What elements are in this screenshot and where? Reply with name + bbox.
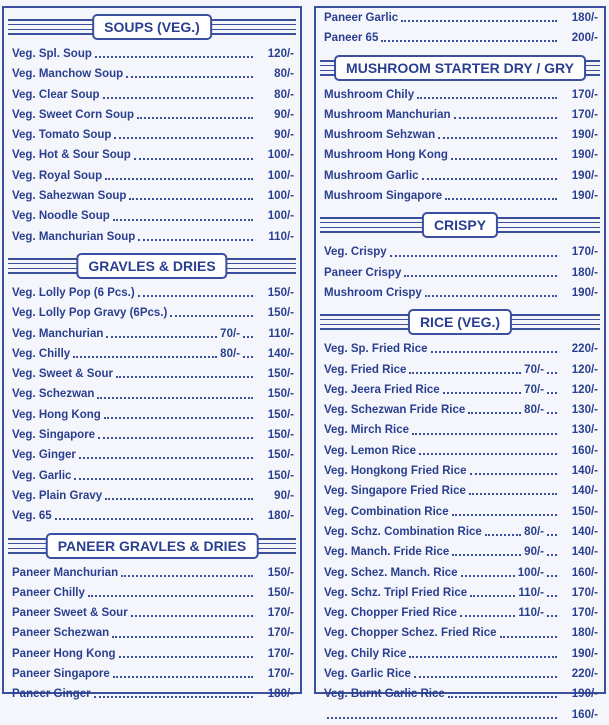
menu-item-name: Veg. Manch. Fride Rice (324, 546, 450, 559)
menu-item-price: 180/- (571, 627, 598, 640)
menu-item (316, 542, 604, 562)
section-header (316, 212, 604, 236)
menu-item-name: Veg. Chopper Schez. Fried Rice (324, 627, 497, 640)
dot-leader (126, 76, 253, 78)
menu-item (316, 461, 604, 481)
menu-item-name: Veg. Clear Soup (12, 88, 100, 101)
menu-item-name: Mushroom Crispy (324, 286, 422, 299)
menu-item (316, 339, 604, 359)
dot-leader (243, 336, 253, 338)
menu-item-name: Veg. Schz. Tripl Fried Rice (324, 586, 468, 599)
menu-item-name: Paneer Chilly (12, 586, 85, 599)
dot-leader (547, 412, 557, 414)
menu-item-price: 170/- (267, 607, 294, 620)
menu-item-name: Paneer Ginger (12, 688, 91, 701)
menu-item-price: 90/- (274, 129, 294, 142)
menu-item (4, 206, 300, 226)
dot-leader (129, 198, 253, 200)
menu-item-name: Mushroom Sehzwan (324, 129, 436, 142)
menu-section-item (316, 8, 604, 49)
menu-item (316, 563, 604, 583)
menu-item (316, 502, 604, 522)
menu-item (4, 506, 300, 526)
menu-section-mushroom-starter-dry-gry (316, 55, 604, 207)
menu-item (4, 583, 300, 603)
menu-item-price: 140/- (571, 485, 598, 498)
dot-leader (103, 97, 253, 99)
menu-item-price: 140/- (571, 525, 598, 538)
menu-item-name: Veg. Ginger (12, 449, 76, 462)
menu-item-name: Veg. Fried Rice (324, 363, 407, 376)
section-header (4, 253, 300, 277)
menu-item-name: Veg. Schezwan Fride Rice (324, 404, 466, 417)
menu-item-price: 100/- (267, 210, 294, 223)
menu-item-price: 170/- (267, 668, 294, 681)
dot-leader (431, 351, 557, 353)
dot-leader (414, 676, 557, 678)
dot-leader (425, 295, 557, 297)
section-title: PANEER GRAVLES & DRIES (46, 533, 259, 559)
dot-leader (381, 40, 557, 42)
dot-leader (106, 336, 217, 338)
menu-item-name: Veg. Lolly Pop Gravy (6Pcs.) (12, 307, 168, 320)
menu-item-price: 120/- (267, 48, 294, 60)
menu-item-half-price: 90/- (524, 546, 544, 559)
menu-item (4, 623, 300, 643)
menu-item-name: Veg. Combination Rice (324, 505, 449, 518)
section-title: RICE (VEG.) (408, 309, 512, 335)
dot-leader (500, 636, 557, 638)
menu-section-paneer-gravles-dries (4, 533, 300, 705)
menu-item-name: Veg. Chily Rice (324, 647, 407, 660)
menu-item-half-price: 80/- (220, 347, 240, 360)
menu-item (4, 603, 300, 623)
menu-section-gravles-dries (4, 253, 300, 527)
menu-item (4, 44, 300, 64)
dot-leader (138, 239, 253, 241)
menu-item-name: Veg. Hong Kong (12, 408, 101, 421)
dot-leader (79, 457, 253, 459)
menu-item-price: 100/- (267, 190, 294, 203)
dot-leader (73, 356, 217, 358)
section-header (316, 55, 604, 79)
menu-item (4, 425, 300, 445)
dot-leader (105, 498, 253, 500)
menu-item-half-price: 70/- (220, 327, 240, 340)
menu-item-price: 150/- (267, 469, 294, 482)
dot-leader (470, 595, 515, 597)
dot-leader (113, 219, 253, 221)
menu-item-price: 190/- (571, 647, 598, 660)
dot-leader (95, 56, 253, 58)
menu-item-price: 150/- (267, 566, 294, 579)
menu-item-name: Veg. Hongkong Fried Rice (324, 465, 467, 478)
dot-leader (104, 417, 253, 419)
menu-item-price: 170/- (571, 88, 598, 101)
menu-item-price: 120/- (571, 363, 598, 376)
menu-item-price: 180/- (571, 266, 598, 279)
menu-item (4, 364, 300, 384)
menu-item-name: Paneer Hong Kong (12, 647, 116, 660)
menu-item (316, 664, 604, 684)
menu-item-name: Paneer Crispy (324, 266, 402, 279)
dot-leader (547, 575, 557, 577)
menu-section-soups-veg (4, 14, 300, 247)
dot-leader (401, 20, 557, 22)
menu-item-half-price: 70/- (524, 383, 544, 396)
dot-leader (131, 615, 253, 617)
menu-item-price: 190/- (571, 190, 598, 203)
menu-item-name: Veg. Hot & Sour Soup (12, 149, 131, 162)
dot-leader (134, 158, 253, 160)
menu-item-name: Veg. Manchow Soup (12, 68, 124, 81)
menu-item-price: 190/- (571, 688, 598, 701)
dot-leader (119, 656, 253, 658)
section-header (4, 14, 300, 38)
menu-item-price: 170/- (267, 627, 294, 640)
dot-leader (327, 717, 557, 719)
menu-item-name: Veg. Spl. Soup (12, 48, 92, 60)
menu-item-name: Veg. Singapore Fried Rice (324, 485, 466, 498)
menu-item (316, 420, 604, 440)
menu-item-price: 150/- (267, 368, 294, 381)
menu-item (4, 324, 300, 344)
menu-item-price: 150/- (267, 307, 294, 320)
dot-leader (422, 178, 557, 180)
dot-leader (170, 315, 253, 317)
menu-item-half-price: 110/- (518, 607, 544, 620)
dot-leader (88, 595, 253, 597)
menu-item-name: Veg. Chilly (12, 347, 71, 360)
dot-leader (116, 376, 253, 378)
menu-item (4, 125, 300, 145)
dot-leader (547, 392, 557, 394)
menu-item (4, 344, 300, 364)
menu-item-name: Veg. Garlic Rice (324, 668, 411, 681)
menu-item-name: Veg. Chopper Fried Rice (324, 607, 457, 620)
menu-item-price: 160/- (571, 444, 598, 457)
menu-item-name: Veg. Manchurian (12, 327, 104, 340)
menu-item-name: Mushroom Garlic (324, 169, 419, 182)
dot-leader (121, 575, 253, 577)
menu-item (316, 242, 604, 262)
menu-item (316, 186, 604, 206)
menu-item (316, 145, 604, 165)
dot-leader (98, 437, 253, 439)
dot-leader (452, 554, 521, 556)
section-title: GRAVLES & DRIES (76, 253, 227, 279)
menu-item-name: Paneer Garlic (324, 12, 399, 24)
menu-item-price: 90/- (274, 489, 294, 502)
menu-item (4, 405, 300, 425)
dot-leader (412, 433, 557, 435)
menu-item-name: Paneer Manchurian (12, 566, 119, 579)
menu-item-name: Veg. Sweet Corn Soup (12, 108, 135, 121)
menu-item (4, 145, 300, 165)
menu-item-name: Veg. Lolly Pop (6 Pcs.) (12, 286, 135, 299)
menu-item-name: Mushroom Singapore (324, 190, 443, 203)
dot-leader (485, 534, 521, 536)
dot-leader (452, 514, 557, 516)
menu-item-price: 110/- (268, 230, 294, 243)
menu-item (316, 8, 604, 28)
menu-item-price: 180/- (267, 510, 294, 523)
menu-item-name: Veg. 65 (12, 510, 52, 523)
menu-item-name: Paneer Singapore (12, 668, 110, 681)
menu-item-price: 150/- (267, 286, 294, 299)
menu-item (316, 583, 604, 603)
menu-item (316, 166, 604, 186)
menu-item-name: Veg. Garlic (12, 469, 72, 482)
menu-item-price: 190/- (571, 129, 598, 142)
menu-item-name: Mushroom Hong Kong (324, 149, 448, 162)
menu-item-name: Veg. Noodle Soup (12, 210, 110, 223)
menu-item-price: 150/- (571, 505, 598, 518)
menu-item-price: 130/- (571, 424, 598, 437)
menu-item (4, 664, 300, 684)
menu-item (316, 380, 604, 400)
dot-leader (468, 412, 521, 414)
dot-leader (114, 137, 253, 139)
menu-item-name: Veg. Sahezwan Soup (12, 190, 127, 203)
menu-item-name: Paneer 65 (324, 32, 379, 45)
menu-item-name: Veg. Manchurian Soup (12, 230, 136, 243)
menu-section-rice-veg (316, 309, 604, 725)
menu-item-name: Veg. Sweet & Sour (12, 368, 113, 381)
menu-item-price: 220/- (571, 343, 598, 356)
dot-leader (390, 255, 557, 257)
menu-item-price: 130/- (571, 404, 598, 417)
menu-item-price: 170/- (267, 647, 294, 660)
menu-item-name: Mushroom Chily (324, 88, 415, 101)
dot-leader (409, 656, 557, 658)
menu-item (316, 684, 604, 704)
dot-leader (137, 117, 253, 119)
menu-item (316, 522, 604, 542)
menu-item-name: Veg. Schezwan (12, 388, 95, 401)
dot-leader (113, 676, 253, 678)
menu-item-price: 120/- (571, 383, 598, 396)
menu-item-name: Veg. Sp. Fried Rice (324, 343, 428, 356)
menu-item (4, 85, 300, 105)
menu-item-price: 150/- (267, 408, 294, 421)
menu-item-price: 140/- (571, 465, 598, 478)
menu-item (316, 360, 604, 380)
menu-item (4, 227, 300, 247)
menu-item-name: Veg. Burnt Garlic Rice (324, 688, 445, 701)
menu-item-name: Veg. Jeera Fried Rice (324, 383, 440, 396)
menu-item-half-price: 80/- (524, 404, 544, 417)
dot-leader (470, 473, 558, 475)
menu-item (316, 481, 604, 501)
dot-leader (445, 198, 557, 200)
dot-leader (112, 636, 253, 638)
dot-leader (547, 372, 557, 374)
dot-leader (454, 117, 557, 119)
menu-item-name: Veg. Royal Soup (12, 169, 103, 182)
menu-item (316, 85, 604, 105)
menu-item-name: Veg. Lemon Rice (324, 444, 417, 457)
menu-item-price: 190/- (571, 286, 598, 299)
menu-item (316, 28, 604, 48)
menu-item-price: 160/- (571, 566, 598, 579)
menu-item (4, 64, 300, 84)
menu-item-price: 100/- (267, 169, 294, 182)
menu-item-price: 110/- (268, 327, 294, 340)
dot-leader (409, 372, 521, 374)
menu-right-column (314, 6, 606, 721)
menu-item-price: 190/- (571, 149, 598, 162)
dot-leader (243, 356, 253, 358)
dot-leader (438, 137, 557, 139)
dot-leader (94, 696, 253, 698)
dot-leader (448, 696, 557, 698)
menu-item-price: 150/- (267, 429, 294, 442)
menu-item-price: 170/- (571, 586, 598, 599)
menu-item (4, 283, 300, 303)
menu-item-name: Veg. Plain Gravy (12, 489, 103, 502)
menu-item (4, 445, 300, 465)
menu-item (316, 603, 604, 623)
menu-item-price: 170/- (571, 246, 598, 259)
menu-item (316, 644, 604, 664)
menu-item (4, 466, 300, 486)
menu-item-price: 140/- (571, 546, 598, 559)
dot-leader (74, 478, 253, 480)
section-title: SOUPS (VEG.) (92, 14, 212, 40)
dot-leader (105, 178, 253, 180)
menu-item (316, 623, 604, 643)
menu-item-price: 140/- (267, 347, 294, 360)
menu-item (316, 441, 604, 461)
dot-leader (55, 518, 253, 520)
dot-leader (460, 615, 516, 617)
menu-item-price: 190/- (571, 169, 598, 182)
menu-item-name: Veg. Crispy (324, 246, 387, 259)
menu-item-name: Veg. Schez. Manch. Rice (324, 566, 458, 579)
menu-item-price: 220/- (571, 668, 598, 681)
menu-item-price: 170/- (571, 108, 598, 121)
menu-item-half-price: 80/- (524, 525, 544, 538)
dot-leader (404, 275, 557, 277)
menu-item-name: Paneer Schezwan (12, 627, 110, 640)
menu-item (4, 644, 300, 664)
menu-item (316, 105, 604, 125)
dot-leader (443, 392, 521, 394)
menu-item (316, 400, 604, 420)
menu-item (316, 125, 604, 145)
dot-leader (547, 595, 557, 597)
menu-item (4, 684, 300, 704)
menu-section-crispy (316, 212, 604, 303)
menu-item-half-price: 100/- (517, 566, 544, 579)
menu-item-name: Veg. Tomato Soup (12, 129, 112, 142)
menu-item-price: 100/- (267, 149, 294, 162)
menu-left-column (2, 6, 302, 701)
menu-item-name: Veg. Singapore (12, 429, 96, 442)
dot-leader (469, 493, 557, 495)
menu-item (4, 384, 300, 404)
section-header (4, 533, 300, 557)
menu-item-half-price: 70/- (524, 363, 544, 376)
menu-item-price: 200/- (571, 32, 598, 45)
menu-item-half-price: 110/- (518, 586, 544, 599)
menu-item (316, 705, 604, 725)
dot-leader (138, 295, 253, 297)
dot-leader (547, 534, 557, 536)
menu-item-price: 80/- (274, 88, 294, 101)
menu-item (4, 303, 300, 323)
dot-leader (419, 453, 557, 455)
menu-item (4, 166, 300, 186)
dot-leader (451, 158, 557, 160)
section-title: CRISPY (422, 212, 498, 238)
menu-item (316, 283, 604, 303)
menu-item-name: Paneer Sweet & Sour (12, 607, 128, 620)
section-header (316, 309, 604, 333)
menu-item-name: Veg. Mirch Rice (324, 424, 410, 437)
menu-item-name: Mushroom Manchurian (324, 108, 451, 121)
dot-leader (547, 615, 557, 617)
menu-item-price: 80/- (274, 68, 294, 81)
menu-item-price: 150/- (267, 388, 294, 401)
menu-item (4, 563, 300, 583)
menu-item (316, 263, 604, 283)
menu-item-price: 180/- (267, 688, 294, 701)
menu-item-price: 180/- (571, 12, 598, 24)
menu-item-price: 150/- (267, 449, 294, 462)
dot-leader (547, 554, 557, 556)
menu-item (4, 486, 300, 506)
dot-leader (97, 397, 253, 399)
menu-item (4, 186, 300, 206)
menu-item-price: 160/- (571, 708, 598, 721)
menu-item-name: Veg. Schz. Combination Rice (324, 525, 482, 538)
menu-item-price: 150/- (267, 586, 294, 599)
menu-item-price: 170/- (571, 607, 598, 620)
menu-item (4, 105, 300, 125)
dot-leader (461, 575, 515, 577)
menu-item-price: 90/- (274, 108, 294, 121)
section-title: MUSHROOM STARTER DRY / GRY (334, 55, 586, 81)
dot-leader (417, 97, 557, 99)
